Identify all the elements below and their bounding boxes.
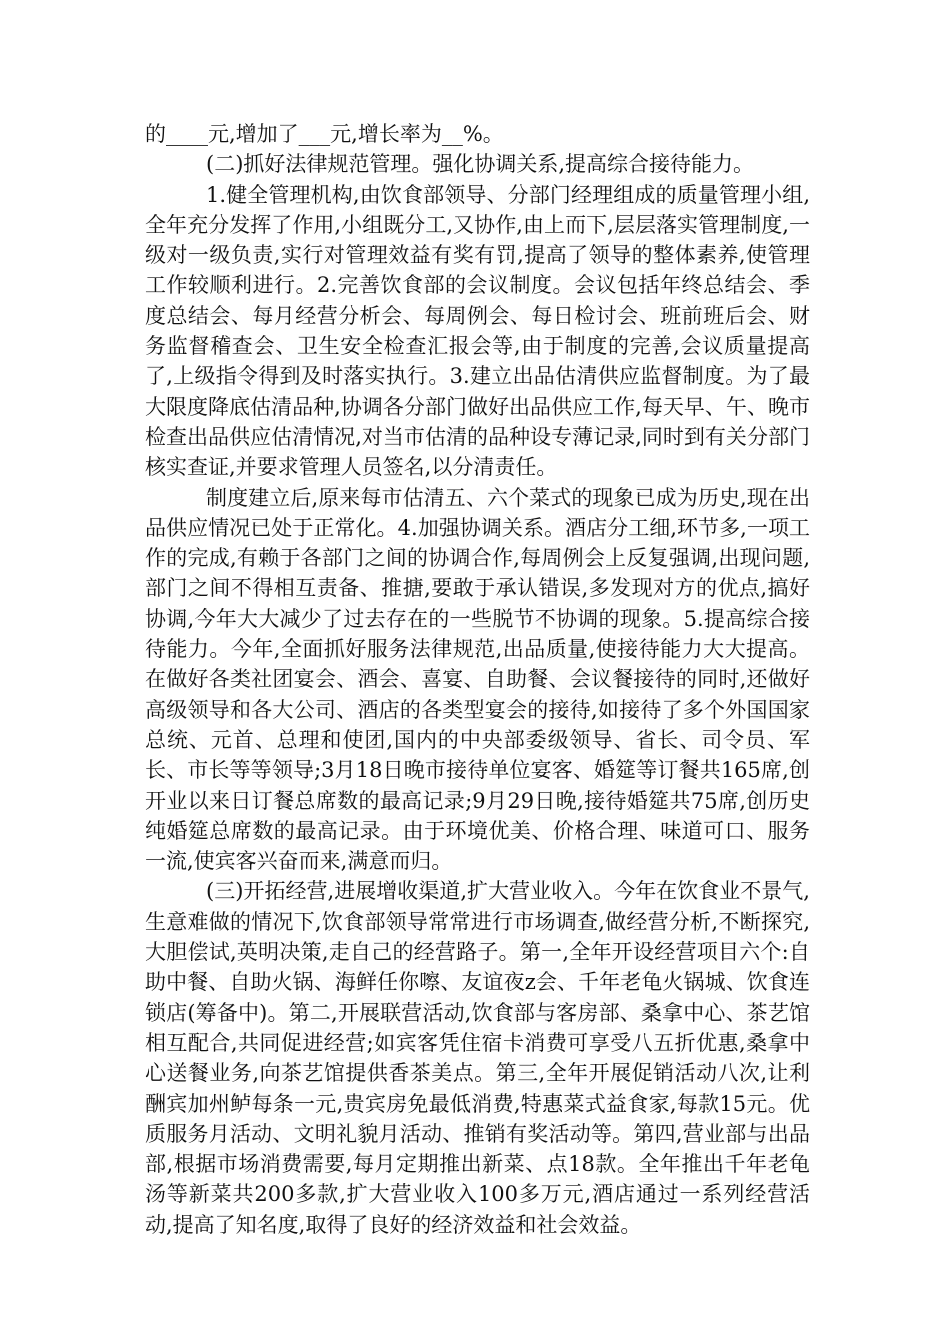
document-body — [145, 119, 810, 1240]
paragraph-business-expansion: (三)开拓经营,进展增收渠道,扩大营业收入。今年在饮食业不景气,生意难做的情况下,饮食部领导常常进行市场调查,做经营分析,不断探究,大胆偿试,英明决策,走自己的经营路子。第一,全年开设经营项目六个:自助中餐、自助火锅、海鲜任你嚓、友谊夜z会、千年老龟火锅城、饮食连锁店(筹备中)。第二,开展联营活动,饮食部与客房部、桑拿中心、茶艺馆相互配合,共同促进经营;如宾客凭住宿卡消费可享受八五折优惠,桑拿中心送餐业务,向茶艺馆提供香茶美点。第三,全年开展促销活动八次,让利酬宾加州鲈每条一元,贵宾房免最低消费,特惠菜式益食家,每款15元。优质服务月活动、文明礼貌月活动、推销有奖活动等。第四,营业部与出品部,根据市场消费需要,每月定期推出新菜、点18款。全年推出千年老龟汤等新菜共200多款,扩大营业收入100多万元,酒店通过一系列经营活动,提高了知名度,取得了良好的经济效益和社会效益。 — [145, 879, 810, 1237]
paragraph-revenue-growth: 的____元,增加了___元,增长率为__%。 — [145, 122, 504, 146]
paragraph-coordination-reception: 制度建立后,原来每市估清五、六个菜式的现象已成为历史,现在出品供应情况已处于正常化。4.加强协调关系。酒店分工细,环节多,一项工作的完成,有赖于各部门之间的协调合作,每周例会上反复强调,出现问题,部门之间不得相互责备、推搪,要敢于承认错误,多发现对方的优点,搞好协调,今年大大减少了过去存在的一些脱节不协调的现象。5.提高综合接待能力。今年,全面抓好服务法律规范,出品质量,使接待能力大大提高。在做好各类社团宴会、酒会、喜宴、自助餐、会议餐接待的同时,还做好高级领导和各大公司、酒店的各类型宴会的接待,如接待了多个外国国家总统、元首、总理和使团,国内的中央部委级领导、省长、司令员、军长、市长等等领导;3月18日晚市接待单位宴客、婚筵等订餐共165席,创开业以来日订餐总席数的最高记录;9月29日晚,接待婚筵共75席,创历史纯婚筵总席数的最高记录。由于环境优美、价格合理、味道可口、服务一流,使宾客兴奋而来,满意而归。 — [145, 485, 810, 874]
heading-legal-management: (二)抓好法律规范管理。强化协调关系,提高综合接待能力。 — [206, 152, 755, 177]
paragraph-management-systems: 1.健全管理机构,由饮食部领导、分部门经理组成的质量管理小组,全年充分发挥了作用,小组既分工,又协作,由上而下,层层落实管理制度,一级对一级负责,实行对管理效益有奖有罚,提高了领导的整体素养,使管理工作较顺利进行。2.完善饮食部的会议制度。会议包括年终总结会、季度总结会、每月经营分析会、每周例会、每日检讨会、班前班后会、财务监督稽查会、卫生安全检查汇报会等,由于制度的完善,会议质量提高了,上级指令得到及时落实执行。3.建立出品估清供应监督制度。为了最大限度降底估清品种,协调各分部门做好出品供应工作,每天早、午、晚市检查出品供应估清情况,对当市估清的品种设专薄记录,同时到有关分部门核实查证,并要求管理人员签名,以分清责任。 — [145, 182, 810, 480]
